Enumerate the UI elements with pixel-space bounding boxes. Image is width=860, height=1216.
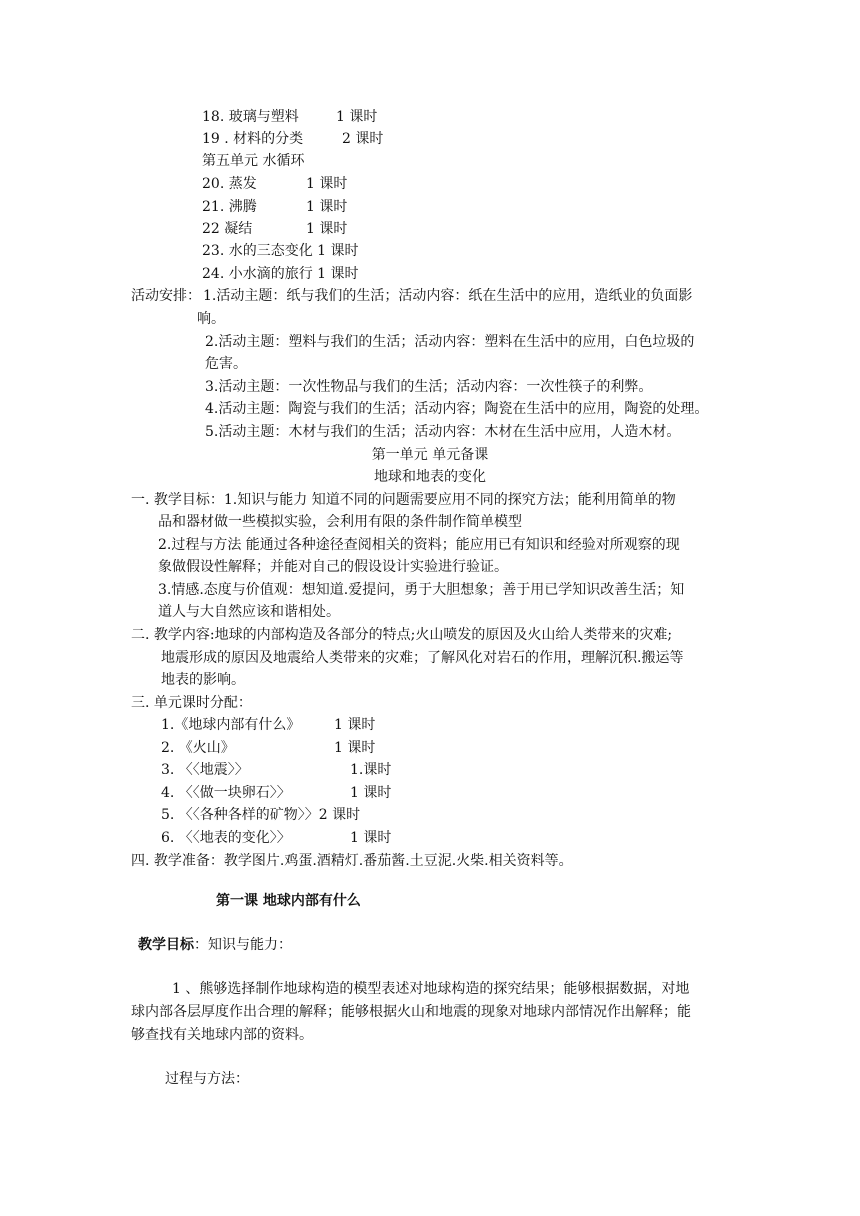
lesson-item: 19 . 材料的分类 <box>202 131 304 147</box>
lesson-item: 22 凝结 <box>202 221 253 237</box>
schedule-hours: 1.课时 <box>350 762 392 778</box>
schedule-hours: 1 课时 <box>350 785 392 801</box>
lesson1-goal <box>138 935 292 955</box>
lesson-hours: 2 课时 <box>342 131 384 147</box>
lesson-item: 21. 沸腾 <box>202 199 257 215</box>
prep-line: 四. 教学准备：教学图片.鸡蛋.酒精灯.番茄酱.土豆泥.火柴.相关资料等。 <box>131 853 573 869</box>
activity-line: 4.活动主题：陶瓷与我们的生活；活动内容；陶瓷在生活中的应用，陶瓷的处理。 <box>205 401 709 417</box>
lesson1-para: 球内部各层厚度作出合理的解释；能够根据火山和地震的现象对地球内部情况作出解释；能 <box>131 1004 691 1020</box>
schedule-item: 1.《地球内部有什么》 <box>161 717 301 733</box>
lesson1-para: 1 、熊够选择制作地球构造的模型表述对地球构造的探究结果；能够根据数据，对地 <box>172 981 690 997</box>
schedule-item: 2. 《火山》 <box>161 740 235 756</box>
goals-line: 道人与大自然应该和谐相处。 <box>158 604 340 620</box>
unit1-subheading: 地球和地表的变化 <box>374 469 486 485</box>
goals-line: 品和器材做一些模拟实验，会利用有限的条件制作简单模型 <box>158 514 522 530</box>
schedule-title: 三. 单元课时分配： <box>131 695 252 711</box>
content-line: 二. 教学内容:地球的内部构造及各部分的特点;火山喷发的原因及火山给人类带来的灾难; <box>131 627 673 643</box>
lesson-hours: 1 课时 <box>306 221 348 237</box>
goals-line: 一. 教学目标：1.知识与能力 知道不同的问题需要应用不同的探究方法；能利用简单的物 <box>131 492 676 508</box>
schedule-item: 5. 〈〈各种各样的矿物〉〉2 课时 <box>161 807 361 823</box>
lesson-hours: 1 课时 <box>306 199 348 215</box>
goals-line: 象做假设性解释；并能对自己的假设设计实验进行验证。 <box>158 559 508 575</box>
schedule-hours: 1 课时 <box>350 830 392 846</box>
activity-line: 3.活动主题：一次性物品与我们的生活；活动内容：一次性筷子的利弊。 <box>205 379 653 395</box>
activity-line: 2.活动主题：塑料与我们的生活；活动内容：塑料在生活中的应用，白色垃圾的 <box>205 334 695 350</box>
unit1-heading: 第一单元 单元备课 <box>371 447 489 463</box>
content-line: 地表的影响。 <box>161 672 245 688</box>
lesson1-process: 过程与方法： <box>165 1071 249 1087</box>
schedule-hours: 1 课时 <box>334 717 376 733</box>
goals-line: 3.情感.态度与价值观：想知道.爱提问，勇于大胆想象；善于用已学知识改善生活；知 <box>158 582 685 598</box>
goals-line: 2.过程与方法 能通过各种途径查阅相关的资料；能应用已有知识和经验对所观察的现 <box>158 537 680 553</box>
lesson-item: 24. 小水滴的旅行 1 课时 <box>202 266 359 282</box>
schedule-item: 4. 〈〈做一块卵石〉〉 <box>161 785 291 801</box>
lesson-item: 20. 蒸发 <box>202 176 257 192</box>
schedule-item: 3. 〈〈地震〉〉 <box>161 762 249 778</box>
activities-label: 活动安排： <box>131 288 201 304</box>
schedule-hours: 1 课时 <box>334 740 376 756</box>
content-line: 地震形成的原因及地震给人类带来的灾难；了解风化对岩石的作用，理解沉积.搬运等 <box>161 650 684 666</box>
activity-line: 1.活动主题：纸与我们的生活；活动内容：纸在生活中的应用，造纸业的负面影 <box>203 288 693 304</box>
activity-line: 响。 <box>197 311 225 327</box>
lesson-hours: 1 课时 <box>306 176 348 192</box>
lesson-item: 18. 玻璃与塑料 <box>202 109 299 125</box>
activity-line: 危害。 <box>205 356 247 372</box>
goal-label: 教学目标 <box>138 937 194 953</box>
goal-text: ：知识与能力： <box>194 937 292 953</box>
activity-line: 5.活动主题：木材与我们的生活；活动内容：木材在生活中应用，人造木材。 <box>205 424 681 440</box>
lesson1-title: 第一课 地球内部有什么 <box>216 893 361 909</box>
lesson-item: 23. 水的三态变化 1 课时 <box>202 243 359 259</box>
schedule-item: 6. 〈〈地表的变化〉〉 <box>161 830 291 846</box>
lesson-hours: 1 课时 <box>336 109 378 125</box>
lesson1-para: 够查找有关地球内部的资料。 <box>131 1027 313 1043</box>
unit5-title: 第五单元 水循环 <box>202 153 305 169</box>
